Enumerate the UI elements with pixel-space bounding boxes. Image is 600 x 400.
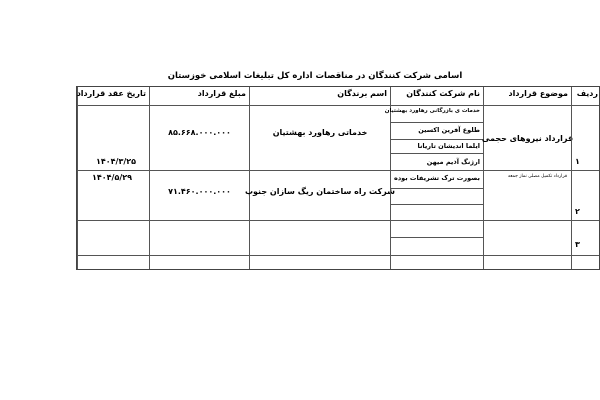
row1-subject: قرارداد نیروهای حجمی [483,105,571,170]
header-participants: نام شرکت کنندگان [390,87,483,105]
row1-number: ۱ [575,157,580,166]
row1-date: ۱۴۰۴/۳/۲۵ [96,157,137,166]
row2-participant-2 [390,188,483,204]
header-date: تاریخ عقد قرارداد [77,87,149,105]
row4-participants [390,255,483,269]
row2-participant-3 [390,204,483,220]
row1-participant-4: ارژنگ آذیم میهن [390,153,483,170]
row3-number-cell [571,220,599,255]
row1-winner: خدماتی رهاورد بهشتیان [249,105,390,170]
contracts-table [76,86,600,270]
header-row: ردیف [571,87,599,105]
row4-number [571,255,599,269]
row3-date [77,220,149,255]
row2-amount: ۷۱.۴۶۰.۰۰۰.۰۰۰ [149,170,249,220]
row3-winner [249,220,390,255]
row1-participant-3: ایلما اندیشان تاریانا [390,139,483,153]
row4-amount [149,255,249,269]
row2-participant-1: بصورت ترک تشریفات بوده [390,170,483,188]
row2-date: ۱۴۰۴/۵/۲۹ [92,173,133,182]
row3-number: ۳ [575,240,580,249]
row2-winner: شرکت راه ساختمان ریگ سازان جنوب [249,170,390,220]
header-winners: اسم برندگان [249,87,390,105]
row1-number-cell [571,105,599,170]
row3-subject [483,220,571,255]
row4-subject [483,255,571,269]
row1-participant-2: طلوع آفرین اکسین [390,122,483,139]
row4-winner [249,255,390,269]
row1-participant-1: خدمات ی بازرگانی رهاورد بهشتیان [390,105,483,122]
row2-subject: قرارداد تکمیل مصلی نماز جمعه [483,170,571,220]
row3-participant-1 [390,220,483,237]
page-title: اسامی شرکت کنندگان در مناقصات اداره کل تبلیغات اسلامی خوزستان [167,71,463,81]
row2-number-cell [571,170,599,220]
row1-date-cell [77,105,149,170]
row3-participant-2 [390,237,483,255]
header-amount: مبلغ قرارداد [149,87,249,105]
row3-amount [149,220,249,255]
row4-date [77,255,149,269]
row2-date-cell [77,170,149,220]
header-subject: موضوع قرارداد [483,87,571,105]
row2-number: ۲ [575,207,580,216]
row1-amount: ۸۵.۶۶۸.۰۰۰.۰۰۰ [149,105,249,170]
